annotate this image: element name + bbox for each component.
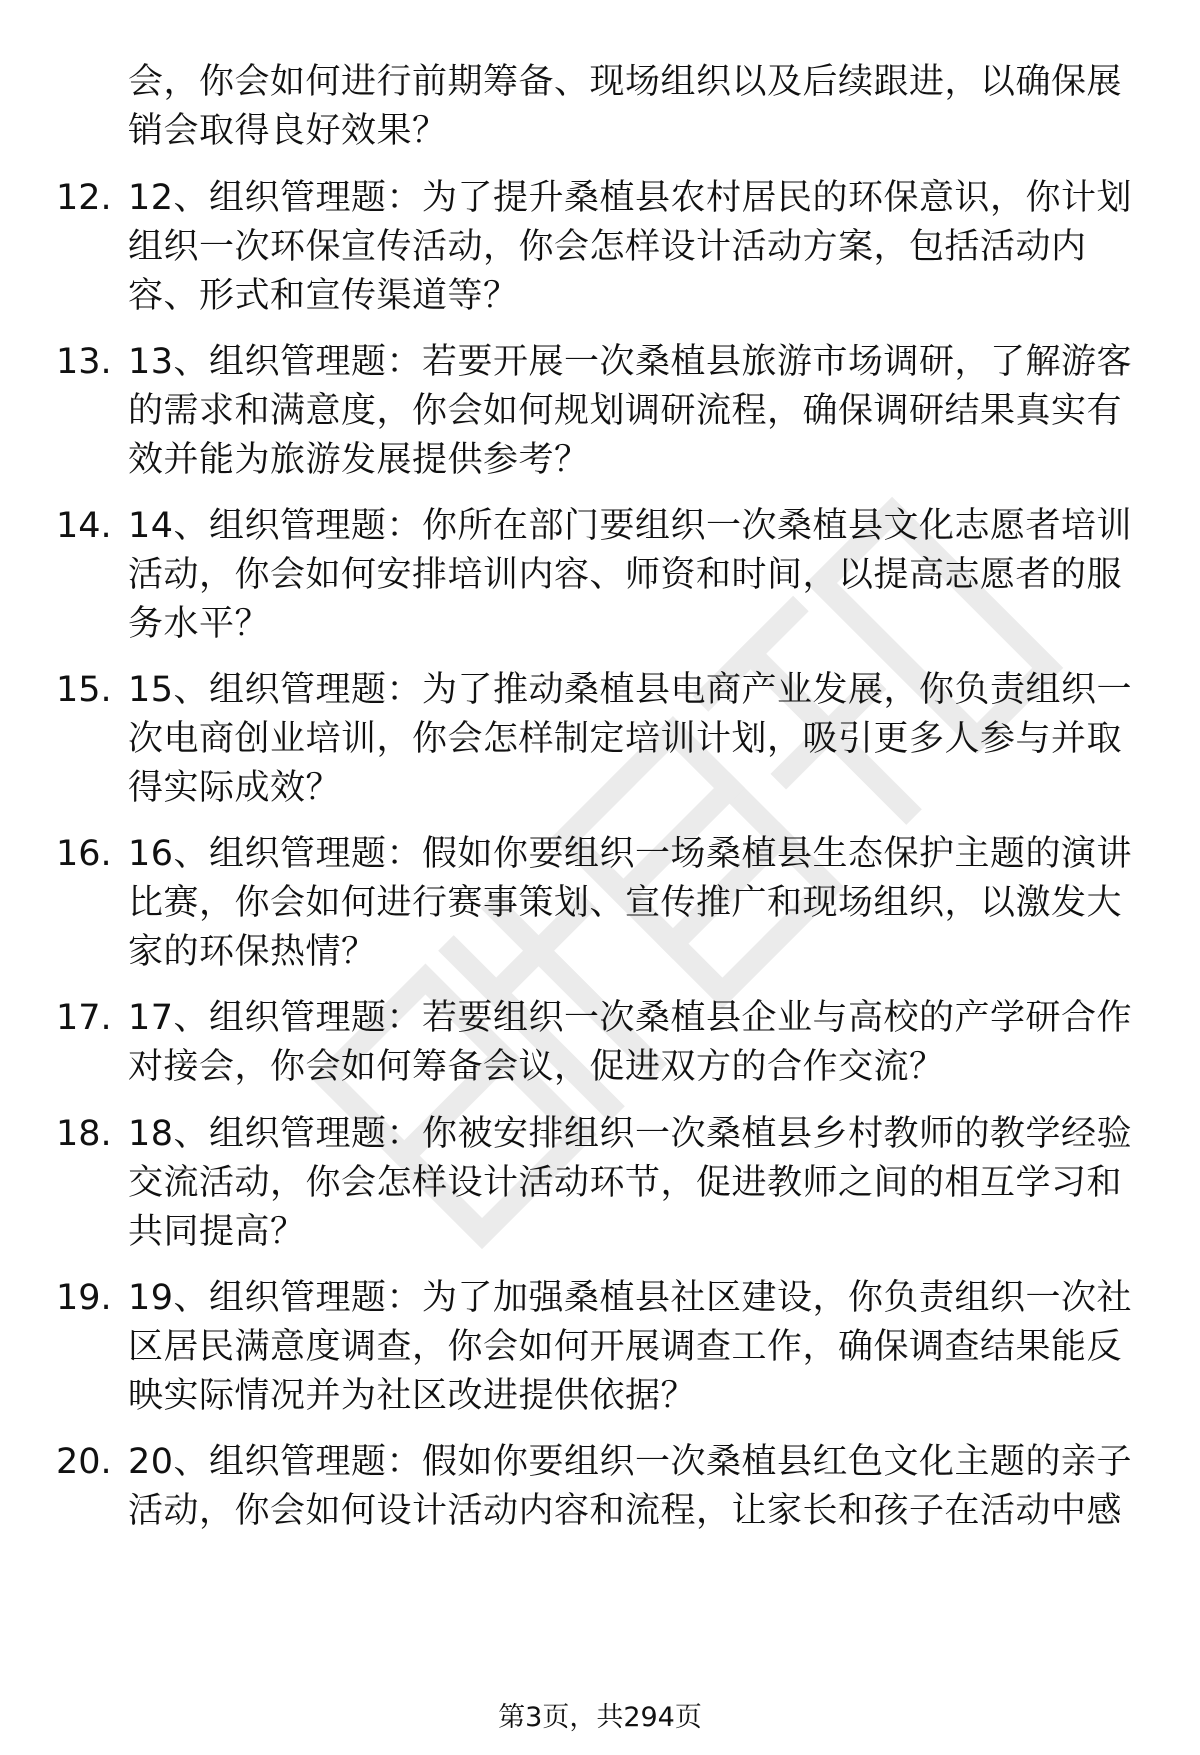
item-text: 14、组织管理题：你所在部门要组织一次桑植县文化志愿者培训活动，你会如何安排培训内容、师资和时间，以提高志愿者的服务水平？ — [128, 506, 1133, 644]
item-number: 14. — [56, 506, 112, 546]
item-text: 19、组织管理题：为了加强桑植县社区建设，你负责组织一次社区居民满意度调查，你会如何开展调查工作，确保调查结果能反映实际情况并为社区改进提供依据？ — [128, 1278, 1133, 1416]
item-number: 19. — [56, 1278, 112, 1318]
item-number: 18. — [56, 1114, 112, 1154]
item-number: 15. — [56, 670, 112, 710]
item-number: 13. — [56, 342, 112, 382]
item-text: 13、组织管理题：若要开展一次桑植县旅游市场调研，了解游客的需求和满意度，你会如何规划调研流程，确保调研结果真实有效并能为旅游发展提供参考？ — [128, 342, 1133, 480]
item-number: 12. — [56, 178, 112, 218]
item-text: 20、组织管理题：假如你要组织一次桑植县红色文化主题的亲子活动，你会如何设计活动内容和流程，让家长和孩子在活动中感 — [128, 1442, 1133, 1531]
item-number: 20. — [56, 1442, 112, 1482]
item-text: 16、组织管理题：假如你要组织一场桑植县生态保护主题的演讲比赛，你会如何进行赛事策划、宣传推广和现场组织，以激发大家的环保热情？ — [128, 834, 1133, 972]
item-number: 17. — [56, 998, 112, 1038]
item-text: 15、组织管理题：为了推动桑植县电商产业发展，你负责组织一次电商创业培训，你会怎样制定培训计划，吸引更多人参与并取得实际成效？ — [128, 670, 1133, 808]
item-text: 12、组织管理题：为了提升桑植县农村居民的环保意识，你计划组织一次环保宣传活动，你会怎样设计活动方案，包括活动内容、形式和宣传渠道等？ — [128, 178, 1133, 316]
item-number: 16. — [56, 834, 112, 874]
continued-question-text: 会，你会如何进行前期筹备、现场组织以及后续跟进，以确保展销会取得良好效果？ — [128, 62, 1123, 151]
page-footer: 第3页，共294页 — [498, 1702, 702, 1733]
item-text: 18、组织管理题：你被安排组织一次桑植县乡村教师的教学经验交流活动，你会怎样设计活动环节，促进教师之间的相互学习和共同提高？ — [128, 1114, 1133, 1252]
item-text: 17、组织管理题：若要组织一次桑植县企业与高校的产学研合作对接会，你会如何筹备会议，促进双方的合作交流？ — [128, 998, 1133, 1087]
